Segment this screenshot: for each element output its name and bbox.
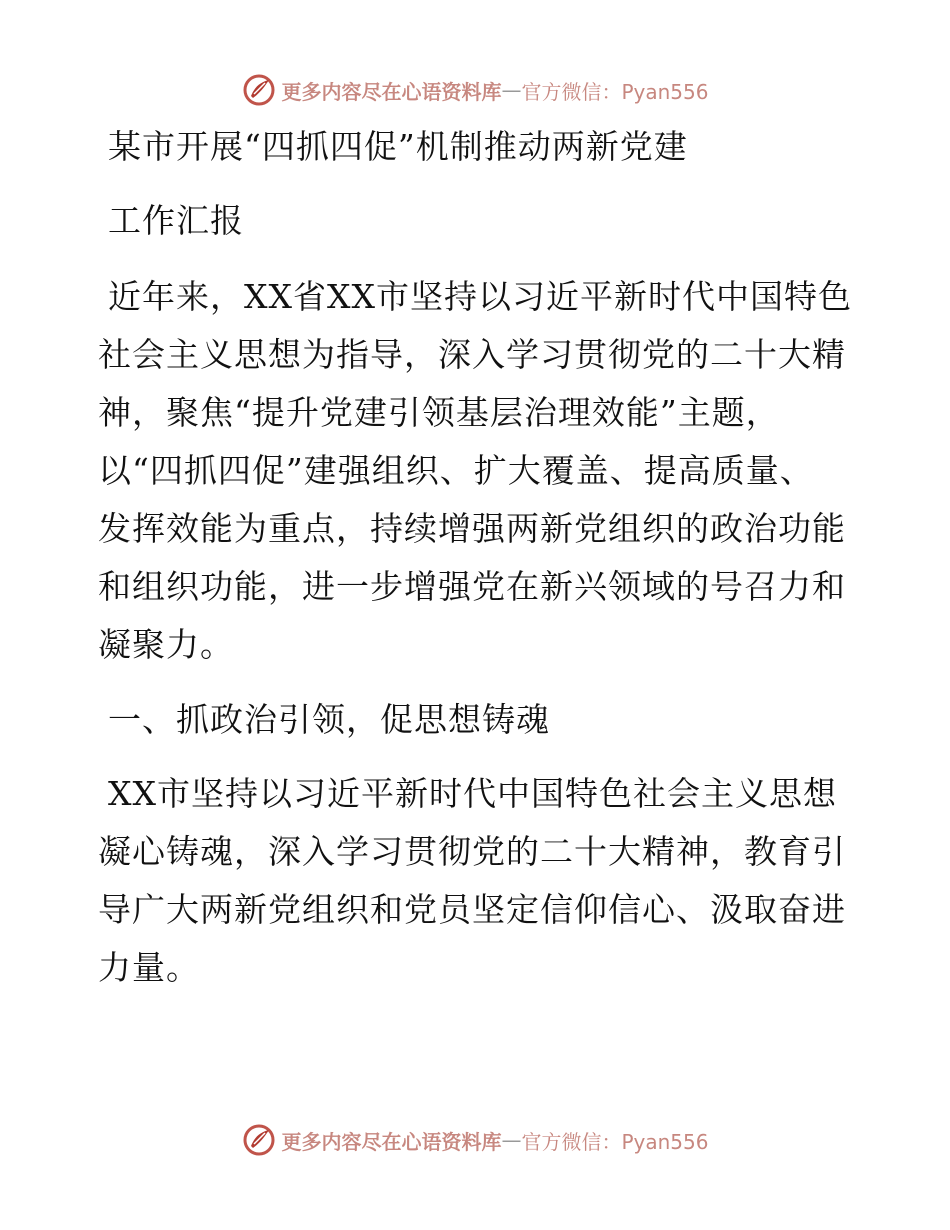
document-title-line-1: 某市开展“四抓四促”机制推动两新党建 xyxy=(108,127,688,166)
watermark-separator: — xyxy=(501,1128,522,1152)
watermark-wechat-text: 官方微信：Pyan556 xyxy=(521,79,709,104)
paragraph-1-line-1: 近年来，XX省XX市坚持以习近平新时代中国特色 xyxy=(108,277,852,316)
paragraph-1-line-5: 发挥效能为重点，持续增强两新党组织的政治功能 xyxy=(98,509,846,548)
paragraph-1-line-6: 和组织功能，进一步增强党在新兴领域的号召力和 xyxy=(98,567,846,606)
seal-logo-icon xyxy=(241,72,277,108)
watermark-main-text: 更多内容尽在心语资料库 xyxy=(281,79,502,104)
paragraph-1-line-2: 社会主义思想为指导，深入学习贯彻党的二十大精 xyxy=(98,335,846,374)
document-title-line-2: 工作汇报 xyxy=(108,201,244,240)
paragraph-2-line-4: 力量。 xyxy=(98,948,200,987)
paragraph-1-line-4: 以“四抓四促”建强组织、扩大覆盖、提高质量、 xyxy=(98,451,814,490)
watermark-separator: — xyxy=(501,78,522,102)
paragraph-1-line-7: 凝聚力。 xyxy=(98,625,234,664)
seal-logo-icon xyxy=(241,1122,277,1158)
footer-watermark xyxy=(0,1120,950,1160)
paragraph-1-line-3: 神，聚焦“提升党建引领基层治理效能”主题， xyxy=(98,393,780,432)
paragraph-2-line-2: 凝心铸魂，深入学习贯彻党的二十大精神，教育引 xyxy=(98,832,846,871)
section-heading-1: 一、抓政治引领，促思想铸魂 xyxy=(108,700,550,739)
paragraph-2-line-3: 导广大两新党组织和党员坚定信仰信心、汲取奋进 xyxy=(98,890,846,929)
paragraph-2-line-1: XX市坚持以习近平新时代中国特色社会主义思想 xyxy=(108,774,837,813)
watermark-wechat-text: 官方微信：Pyan556 xyxy=(521,1129,709,1154)
watermark-main-text: 更多内容尽在心语资料库 xyxy=(281,1129,502,1154)
header-watermark xyxy=(0,70,950,110)
